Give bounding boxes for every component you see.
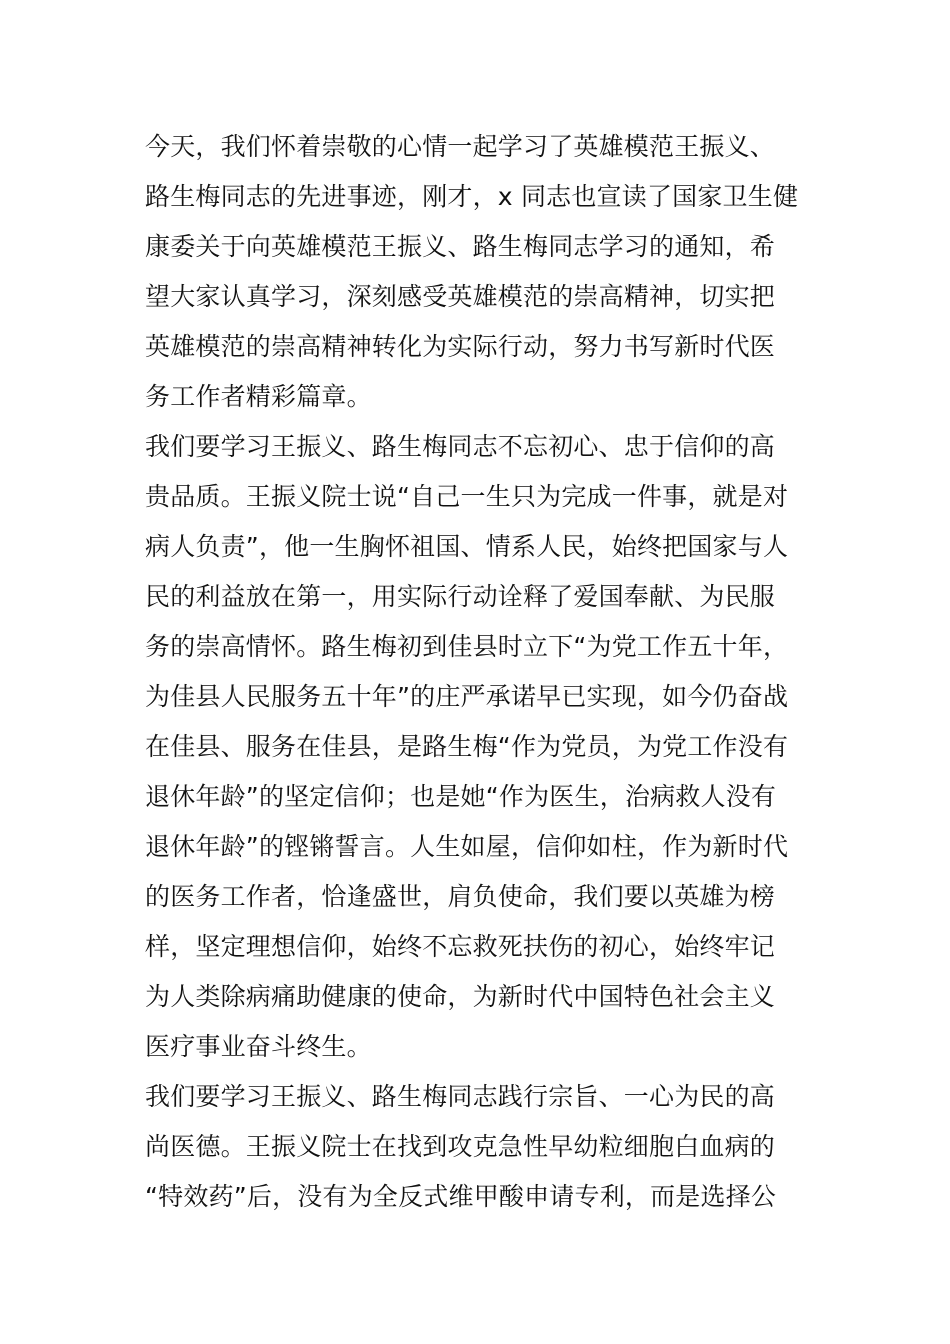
paragraph-2: [145, 422, 807, 1072]
text-line: 在佳县、服务在佳县，是路生梅“作为党员，为党工作没有: [145, 732, 789, 761]
text-line: 民的利益放在第一，用实际行动诠释了爱国奉献、为民服: [145, 582, 776, 611]
text-line: 务工作者精彩篇章。: [145, 382, 372, 411]
text-line: “特效药”后，没有为全反式维甲酸申请专利，而是选择公: [145, 1182, 777, 1211]
text-line: 我们要学习王振义、路生梅同志不忘初心、忠于信仰的高: [145, 432, 776, 461]
text-line: 康委关于向英雄模范王振义、路生梅同志学习的通知，希: [145, 232, 776, 261]
text-line: 退休年龄”的坚定信仰；也是她“作为医生，治病救人没有: [145, 782, 777, 811]
text-line: 医疗事业奋斗终生。: [145, 1032, 372, 1061]
text-line: 路生梅同志的先进事迹，刚才，x 同志也宣读了国家卫生健: [145, 182, 799, 211]
text-line: 的医务工作者，恰逢盛世，肩负使命，我们要以英雄为榜: [145, 882, 776, 911]
text-line: 尚医德。王振义院士在找到攻克急性早幼粒细胞白血病的: [145, 1132, 776, 1161]
text-line: 退休年龄”的铿锵誓言。人生如屋，信仰如柱，作为新时代: [145, 832, 789, 861]
text-line: 为佳县人民服务五十年”的庄严承诺早已实现，如今仍奋战: [145, 682, 789, 711]
paragraph-1: [145, 122, 807, 422]
text-line: 望大家认真学习，深刻感受英雄模范的崇高精神，切实把: [145, 282, 776, 311]
document-body: [145, 122, 807, 1222]
text-line: 英雄模范的崇高精神转化为实际行动，努力书写新时代医: [145, 332, 776, 361]
text-line: 病人负责”，他一生胸怀祖国、情系人民，始终把国家与人: [145, 532, 789, 561]
text-line: 今天，我们怀着崇敬的心情一起学习了英雄模范王振义、: [145, 132, 776, 161]
text-line: 样，坚定理想信仰，始终不忘救死扶伤的初心，始终牢记: [145, 932, 776, 961]
text-line: 我们要学习王振义、路生梅同志践行宗旨、一心为民的高: [145, 1082, 776, 1111]
text-line: 贵品质。王振义院士说“自己一生只为完成一件事，就是对: [145, 482, 789, 511]
paragraph-3: [145, 1072, 807, 1222]
text-line: 为人类除病痛助健康的使命，为新时代中国特色社会主义: [145, 982, 776, 1011]
text-line: 务的崇高情怀。路生梅初到佳县时立下“为党工作五十年，: [145, 632, 789, 661]
